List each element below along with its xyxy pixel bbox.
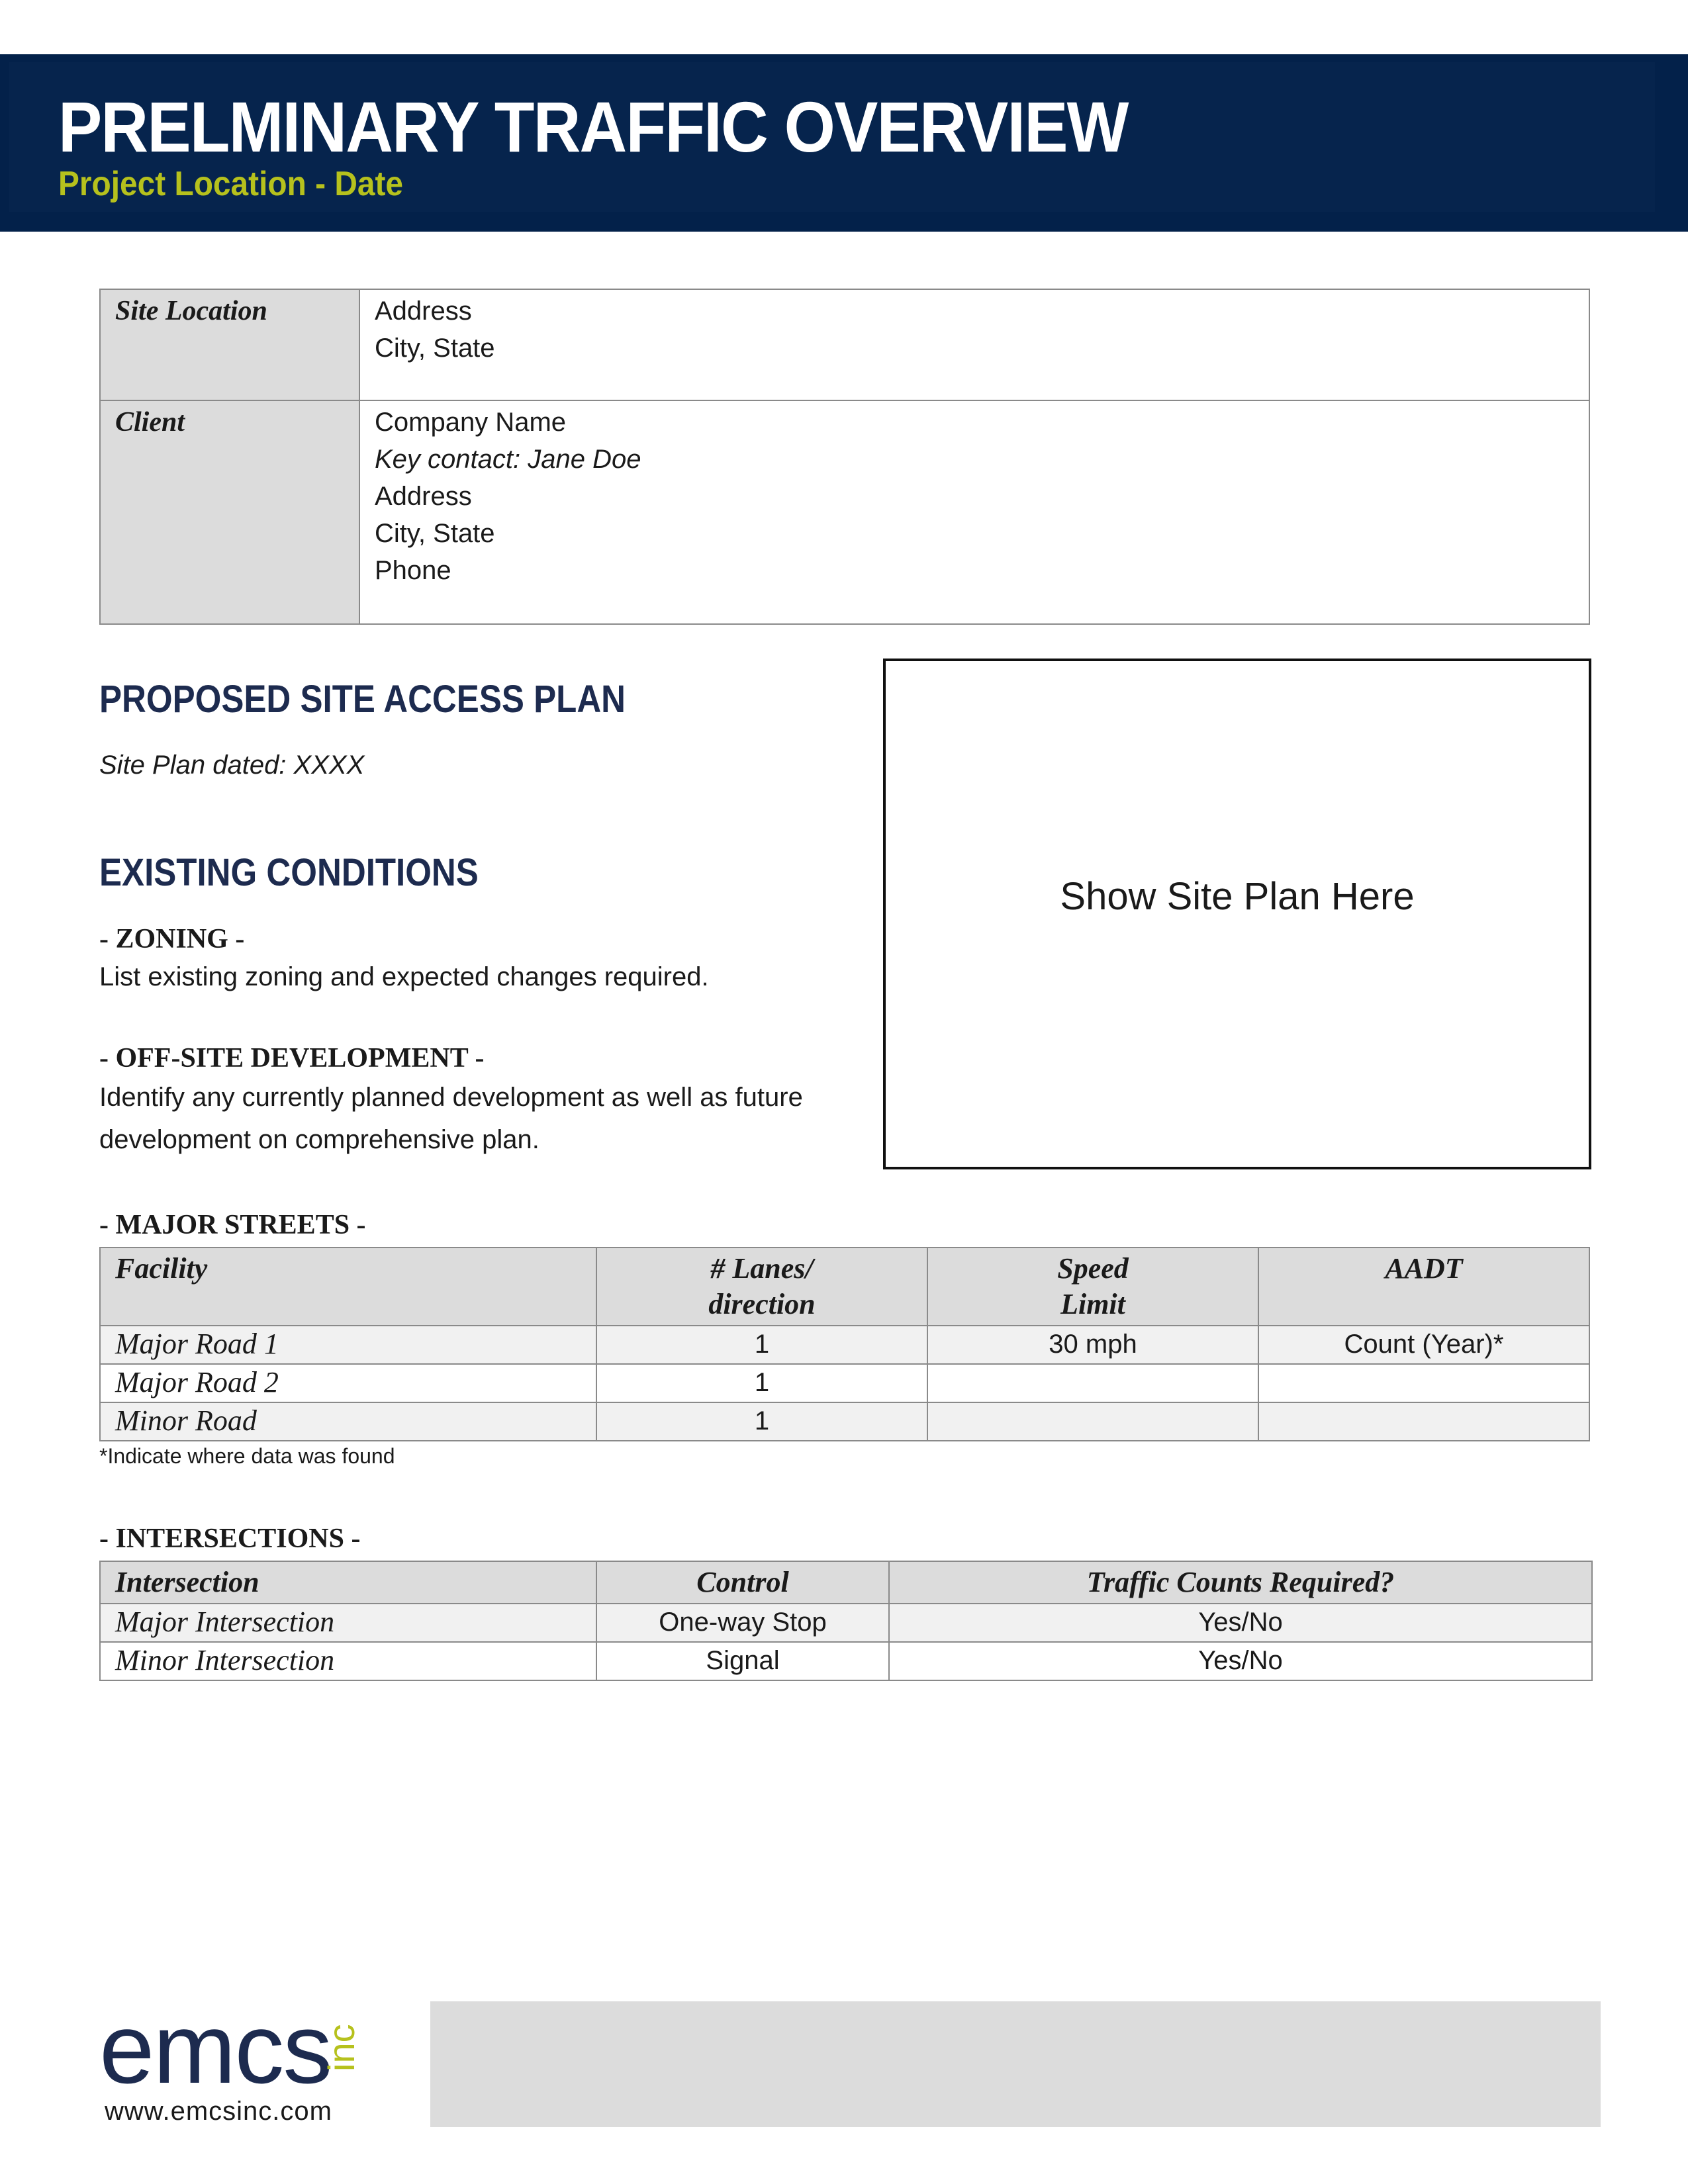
intersections-header-row <box>100 1561 1592 1604</box>
client-phone: Phone <box>375 556 451 585</box>
intersection-cell: Minor Intersection <box>100 1642 596 1680</box>
control-cell: One-way Stop <box>596 1604 889 1642</box>
client-label: Client <box>100 400 359 624</box>
counts-cell: Yes/No <box>889 1604 1592 1642</box>
col-counts: Traffic Counts Required? <box>889 1561 1592 1604</box>
site-plan-placeholder <box>883 659 1591 1169</box>
lanes-cell: 1 <box>596 1402 927 1441</box>
offsite-text-line1: Identify any currently planned development as well as future <box>99 1083 803 1112</box>
speed-cell <box>927 1402 1258 1441</box>
control-cell: Signal <box>596 1642 889 1680</box>
company-logo <box>99 1993 377 2126</box>
streets-footnote: *Indicate where data was found <box>99 1444 395 1468</box>
table-row <box>100 1402 1589 1441</box>
col-lanes <box>596 1248 927 1326</box>
site-client-table <box>99 289 1590 625</box>
offsite-heading: - OFF-SITE DEVELOPMENT - <box>99 1043 485 1073</box>
counts-cell: Yes/No <box>889 1642 1592 1680</box>
col-facility: Facility <box>100 1248 596 1326</box>
zoning-text: List existing zoning and expected changes required. <box>99 962 709 991</box>
site-access-heading: PROPOSED SITE ACCESS PLAN <box>99 678 626 721</box>
client-value <box>359 400 1589 624</box>
client-contact: Key contact: Jane Doe <box>375 445 641 474</box>
col-lanes-line1: # Lanes/ <box>710 1252 814 1285</box>
client-row <box>100 400 1589 624</box>
facility-cell: Major Road 1 <box>100 1326 596 1364</box>
existing-conditions-heading: EXISTING CONDITIONS <box>99 851 479 894</box>
col-speed-line2: Limit <box>1060 1288 1125 1320</box>
intersections-table <box>99 1561 1593 1681</box>
major-streets-heading: - MAJOR STREETS - <box>99 1210 366 1240</box>
site-location-row <box>100 289 1589 400</box>
intersection-cell: Major Intersection <box>100 1604 596 1642</box>
col-control: Control <box>596 1561 889 1604</box>
col-lanes-line2: direction <box>708 1288 816 1320</box>
facility-cell: Minor Road <box>100 1402 596 1441</box>
client-city-state: City, State <box>375 519 495 548</box>
aadt-cell: Count (Year)* <box>1258 1326 1589 1364</box>
table-row <box>100 1326 1589 1364</box>
company-website: www.emcsinc.com <box>105 2097 332 2126</box>
footer-panel <box>430 2001 1601 2127</box>
speed-cell <box>927 1364 1258 1402</box>
facility-cell: Major Road 2 <box>100 1364 596 1402</box>
site-plan-placeholder-text: Show Site Plan Here <box>1060 875 1415 918</box>
offsite-text-line2: development on comprehensive plan. <box>99 1125 539 1154</box>
site-location-value <box>359 289 1589 400</box>
site-city-state: City, State <box>375 334 495 363</box>
document-subtitle: Project Location - Date <box>58 165 404 203</box>
col-aadt: AADT <box>1258 1248 1589 1326</box>
logo-wordmark: emcs <box>99 1993 332 2104</box>
client-company: Company Name <box>375 408 567 437</box>
site-address: Address <box>375 296 472 326</box>
client-address: Address <box>375 482 472 511</box>
intersections-heading: - INTERSECTIONS - <box>99 1524 361 1554</box>
table-row <box>100 1364 1589 1402</box>
aadt-cell <box>1258 1364 1589 1402</box>
site-plan-dated: Site Plan dated: XXXX <box>99 751 365 780</box>
speed-cell: 30 mph <box>927 1326 1258 1364</box>
zoning-heading: - ZONING - <box>99 924 245 954</box>
lanes-cell: 1 <box>596 1364 927 1402</box>
table-row <box>100 1642 1592 1680</box>
major-streets-table <box>99 1247 1590 1441</box>
streets-header-row <box>100 1248 1589 1326</box>
site-location-label: Site Location <box>100 289 359 400</box>
col-intersection: Intersection <box>100 1561 596 1604</box>
logo-suffix: inc <box>320 2024 362 2071</box>
lanes-cell: 1 <box>596 1326 927 1364</box>
aadt-cell <box>1258 1402 1589 1441</box>
table-row <box>100 1604 1592 1642</box>
document-title: PRELMINARY TRAFFIC OVERVIEW <box>58 87 1128 167</box>
col-speed <box>927 1248 1258 1326</box>
col-speed-line1: Speed <box>1057 1252 1129 1285</box>
